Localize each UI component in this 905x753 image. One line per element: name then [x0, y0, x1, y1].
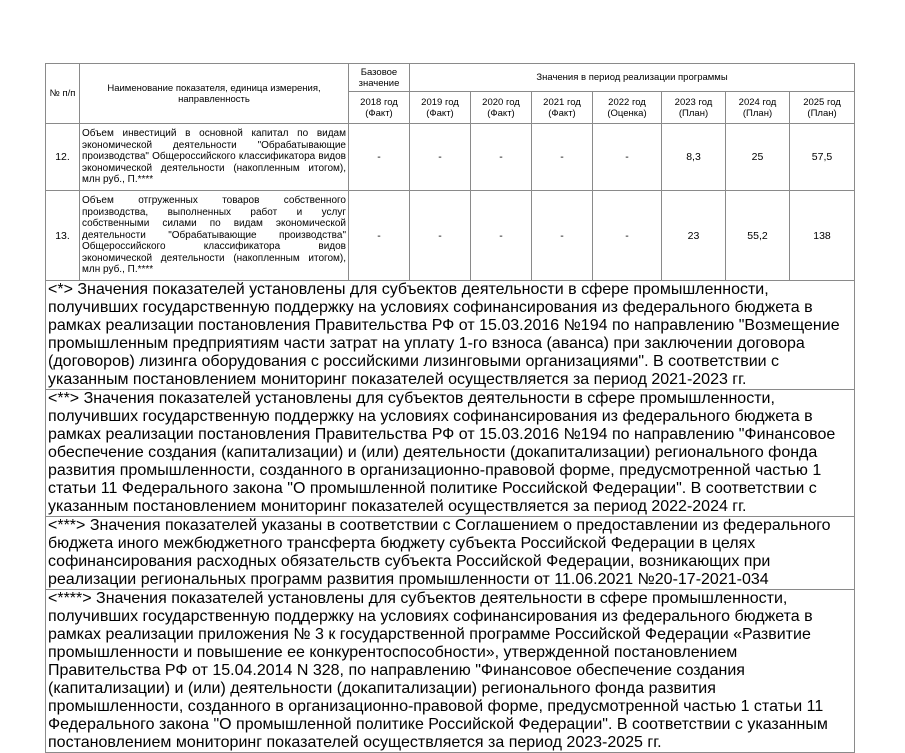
- year-header-2025: 2025 год (План): [790, 92, 855, 124]
- value-cell: -: [532, 191, 593, 281]
- value-cell: -: [471, 191, 532, 281]
- value-cell: 23: [662, 191, 726, 281]
- value-cell: -: [593, 191, 662, 281]
- year-header-2019: 2019 год (Факт): [410, 92, 471, 124]
- year-header-2021: 2021 год (Факт): [532, 92, 593, 124]
- footnote-2: <**> Значения показателей установлены для субъектов деятельности в сфере промышленности, получивших государственную поддержку на условиях софинансирования из федерального бюджета в рамках реализации постановления Правительства РФ от 15.03.2016 №194 по направлению "Финансовое обеспечение создания (капитализации) и (или) деятельности (докапитализации) регионального фонда развития промышленности, созданного в организационно-правовой форме, предусмотренной частью 1 статьи 11 Федерального закона "О промышленной политике Российской Федерации". В соответствии с указанным постановлением мониторинг показателей осуществляется за период 2022-2024 гг.: [46, 390, 855, 517]
- year-header-2018: 2018 год (Факт): [349, 92, 410, 124]
- row-number: 12.: [46, 124, 80, 191]
- header-row-1: [46, 64, 855, 92]
- footnote-1: <*> Значения показателей установлены для субъектов деятельности в сфере промышленности, получивших государственную поддержку на условиях софинансирования из федерального бюджета в рамках реализации постановления Правительства РФ от 15.03.2016 №194 по направлению "Возмещение промышленным предприятиям части затрат на уплату 1-го взноса (аванса) при заключении договора (договоров) лизинга оборудования с российскими лизинговыми организациями". В соответствии с указанным постановлением мониторинг показателей осуществляется за период 2021-2023 гг.: [46, 281, 855, 390]
- value-cell: 138: [790, 191, 855, 281]
- year-header-2024: 2024 год (План): [726, 92, 790, 124]
- value-cell: -: [532, 124, 593, 191]
- year-header-2020: 2020 год (Факт): [471, 92, 532, 124]
- footnote-row: [46, 281, 855, 390]
- table-row: [46, 191, 855, 281]
- value-cell: 25: [726, 124, 790, 191]
- footnote-row: [46, 517, 855, 590]
- col-header-period: Значения в период реализации программы: [410, 64, 855, 92]
- footnote-row: [46, 390, 855, 517]
- col-header-num: № п/п: [46, 64, 80, 124]
- document-page: [45, 63, 854, 753]
- value-cell: -: [410, 191, 471, 281]
- value-cell: 55,2: [726, 191, 790, 281]
- indicators-table: [45, 63, 855, 753]
- value-cell: 8,3: [662, 124, 726, 191]
- table-row: [46, 124, 855, 191]
- value-cell: -: [410, 124, 471, 191]
- year-header-2022: 2022 год (Оценка): [593, 92, 662, 124]
- value-cell: -: [349, 191, 410, 281]
- value-cell: -: [471, 124, 532, 191]
- footnote-row: [46, 590, 855, 753]
- value-cell: -: [593, 124, 662, 191]
- year-header-2023: 2023 год (План): [662, 92, 726, 124]
- value-cell: 57,5: [790, 124, 855, 191]
- indicator-name: Объем инвестиций в основной капитал по видам экономической деятельности "Обрабатывающие производства" Общероссийского классификатора видов экономической деятельности (накопленным итогом), млн руб., П.****: [80, 124, 349, 191]
- footnote-3: <***> Значения показателей указаны в соответствии с Соглашением о предоставлении из федерального бюджета иного межбюджетного трансферта бюджету субъекта Российской Федерации в целях софинансирования расходных обязательств субъекта Российской Федерации, возникающих при реализации региональных программ развития промышленности от 11.06.2021 №20-17-2021-034: [46, 517, 855, 590]
- col-header-name: Наименование показателя, единица измерения, направленность: [80, 64, 349, 124]
- value-cell: -: [349, 124, 410, 191]
- row-number: 13.: [46, 191, 80, 281]
- indicator-name: Объем отгруженных товаров собственного производства, выполненных работ и услуг собственными силами по видам экономической деятельности "Обрабатывающие производства" Общероссийского классификатора видов экономической деятельности (накопленным итогом), млн руб., П.****: [80, 191, 349, 281]
- col-header-base: Базовое значение: [349, 64, 410, 92]
- footnote-4: <****> Значения показателей установлены для субъектов деятельности в сфере промышленности, получивших государственную поддержку на условиях софинансирования из федерального бюджета в рамках реализации приложения № 3 к государственной программе Российской Федерации «Развитие промышленности и повышение ее конкурентоспособности», утвержденной постановлением Правительства РФ от 15.04.2014 N 328, по направлению "Финансовое обеспечение создания (капитализации) и (или) деятельности (докапитализации) регионального фонда развития промышленности, созданного в организационно-правовой форме, предусмотренной частью 1 статьи 11 Федерального закона "О промышленной политике Российской Федерации". В соответствии с указанным постановлением мониторинг показателей осуществляется за период 2023-2025 гг.: [46, 590, 855, 753]
